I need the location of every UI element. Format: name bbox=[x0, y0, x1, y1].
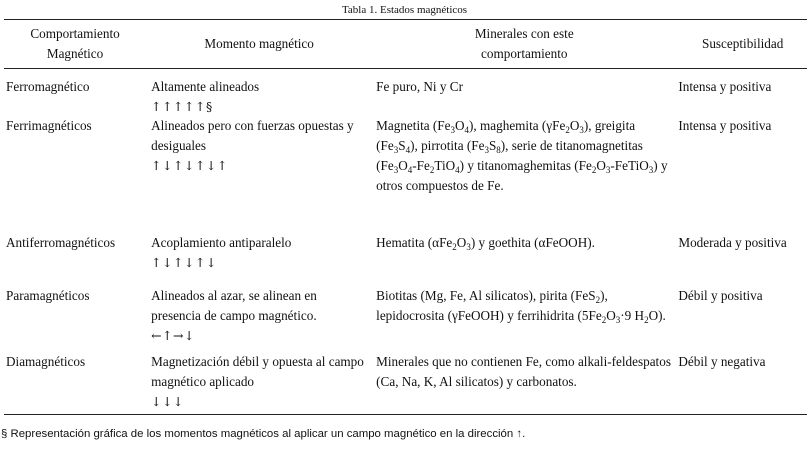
table-row bbox=[4, 231, 807, 283]
behavior-cell: Ferrimagnéticos bbox=[6, 118, 92, 133]
susceptibility-cell: Débil y positiva bbox=[678, 288, 763, 303]
header-minerals bbox=[373, 20, 676, 69]
moment-text: Acoplamiento antiparalelo bbox=[151, 235, 292, 250]
header-behavior bbox=[4, 20, 146, 69]
minerals-cell: Hematita $(\alpha Fe_2O_3)$ y goethita (αFeOOH). bbox=[376, 235, 595, 252]
table-caption: Tabla 1. Estados magnéticos bbox=[341, 4, 468, 16]
header-minerals-line2: comportamiento bbox=[481, 45, 568, 61]
susceptibility-cell: Intensa y positiva bbox=[678, 79, 772, 94]
moment-cell bbox=[146, 231, 373, 283]
moment-cell bbox=[146, 69, 373, 117]
table-row bbox=[4, 69, 807, 117]
moment-text: Magnetización débil y opuesta al campo magnético aplicado bbox=[151, 354, 364, 389]
moment-cell bbox=[146, 283, 373, 350]
moment-text: Alineados pero con fuerzas opuestas y desiguales bbox=[151, 118, 354, 153]
behavior-cell: Ferromagnético bbox=[6, 79, 90, 94]
behavior-cell: Diamagnéticos bbox=[6, 354, 86, 369]
header-minerals-line1: Minerales con este bbox=[474, 25, 574, 41]
susceptibility-cell: Intensa y positiva bbox=[678, 118, 772, 133]
header-moment: Momento magnético bbox=[204, 35, 314, 51]
minerals-cell: Magnetita $(Fe_3O_4)$, maghemita $(\gamma Fe_2O_3)$, greigita $(Fe_3S_4)$, pirrotita $(Fe_3S_8)$, serie de titanomagnetitas $(Fe_3O_4-Fe_2TiO_4)$ y titanomaghemitas $(Fe_2O_3-FeTiO_3)$ y otros compuestos de Fe. bbox=[376, 118, 668, 193]
header-behavior-line1: Comportamiento bbox=[30, 25, 120, 41]
minerals-cell: Minerales que no contienen Fe, como alkali-feldespatos (Ca, Na, K, Al silicatos) y carbonatos. bbox=[376, 354, 671, 389]
moment-text: Alineados al azar, se alinean en presencia de campo magnético. bbox=[151, 288, 317, 323]
moment-cell bbox=[146, 116, 373, 231]
minerals-cell: Fe puro, Ni y Cr bbox=[376, 79, 463, 94]
moment-cell bbox=[146, 350, 373, 415]
table-row bbox=[4, 350, 807, 415]
moment-text: Altamente alineados bbox=[151, 79, 260, 94]
minerals-cell: Biotitas (Mg, Fe, Al silicatos), pirita (FeS$_2$), lepidocrosita (γFeOOH) y ferrihidrita ($5Fe_2O_3\cdot 9$ $H_2O$). bbox=[376, 288, 666, 325]
header-behavior-line2: Magnético bbox=[46, 45, 104, 61]
header-row bbox=[4, 20, 807, 69]
moment-arrows-icon: ←↑→↓ bbox=[151, 328, 196, 343]
behavior-cell: Antiferromagnéticos bbox=[6, 235, 116, 250]
header-susceptibility: Susceptibilidad bbox=[702, 35, 784, 51]
moment-arrows-icon: ↓↓↓ bbox=[151, 394, 185, 409]
table-row bbox=[4, 116, 807, 231]
magnetic-states-table bbox=[4, 19, 807, 415]
table-row bbox=[4, 283, 807, 350]
moment-arrows-icon: ↑↓↑↓↑↓ bbox=[151, 255, 217, 270]
moment-arrows-icon: ↑↓↑↓↑↓↑ bbox=[151, 158, 228, 173]
behavior-cell: Paramagnéticos bbox=[6, 288, 90, 303]
footnote: § Representación gráfica de los momentos magnéticos al aplicar un campo magnético en la dirección ↑. bbox=[1, 428, 526, 440]
susceptibility-cell: Débil y negativa bbox=[678, 354, 766, 369]
moment-arrows-icon: ↑↑↑↑↑§ bbox=[151, 99, 213, 114]
susceptibility-cell: Moderada y positiva bbox=[678, 235, 787, 250]
